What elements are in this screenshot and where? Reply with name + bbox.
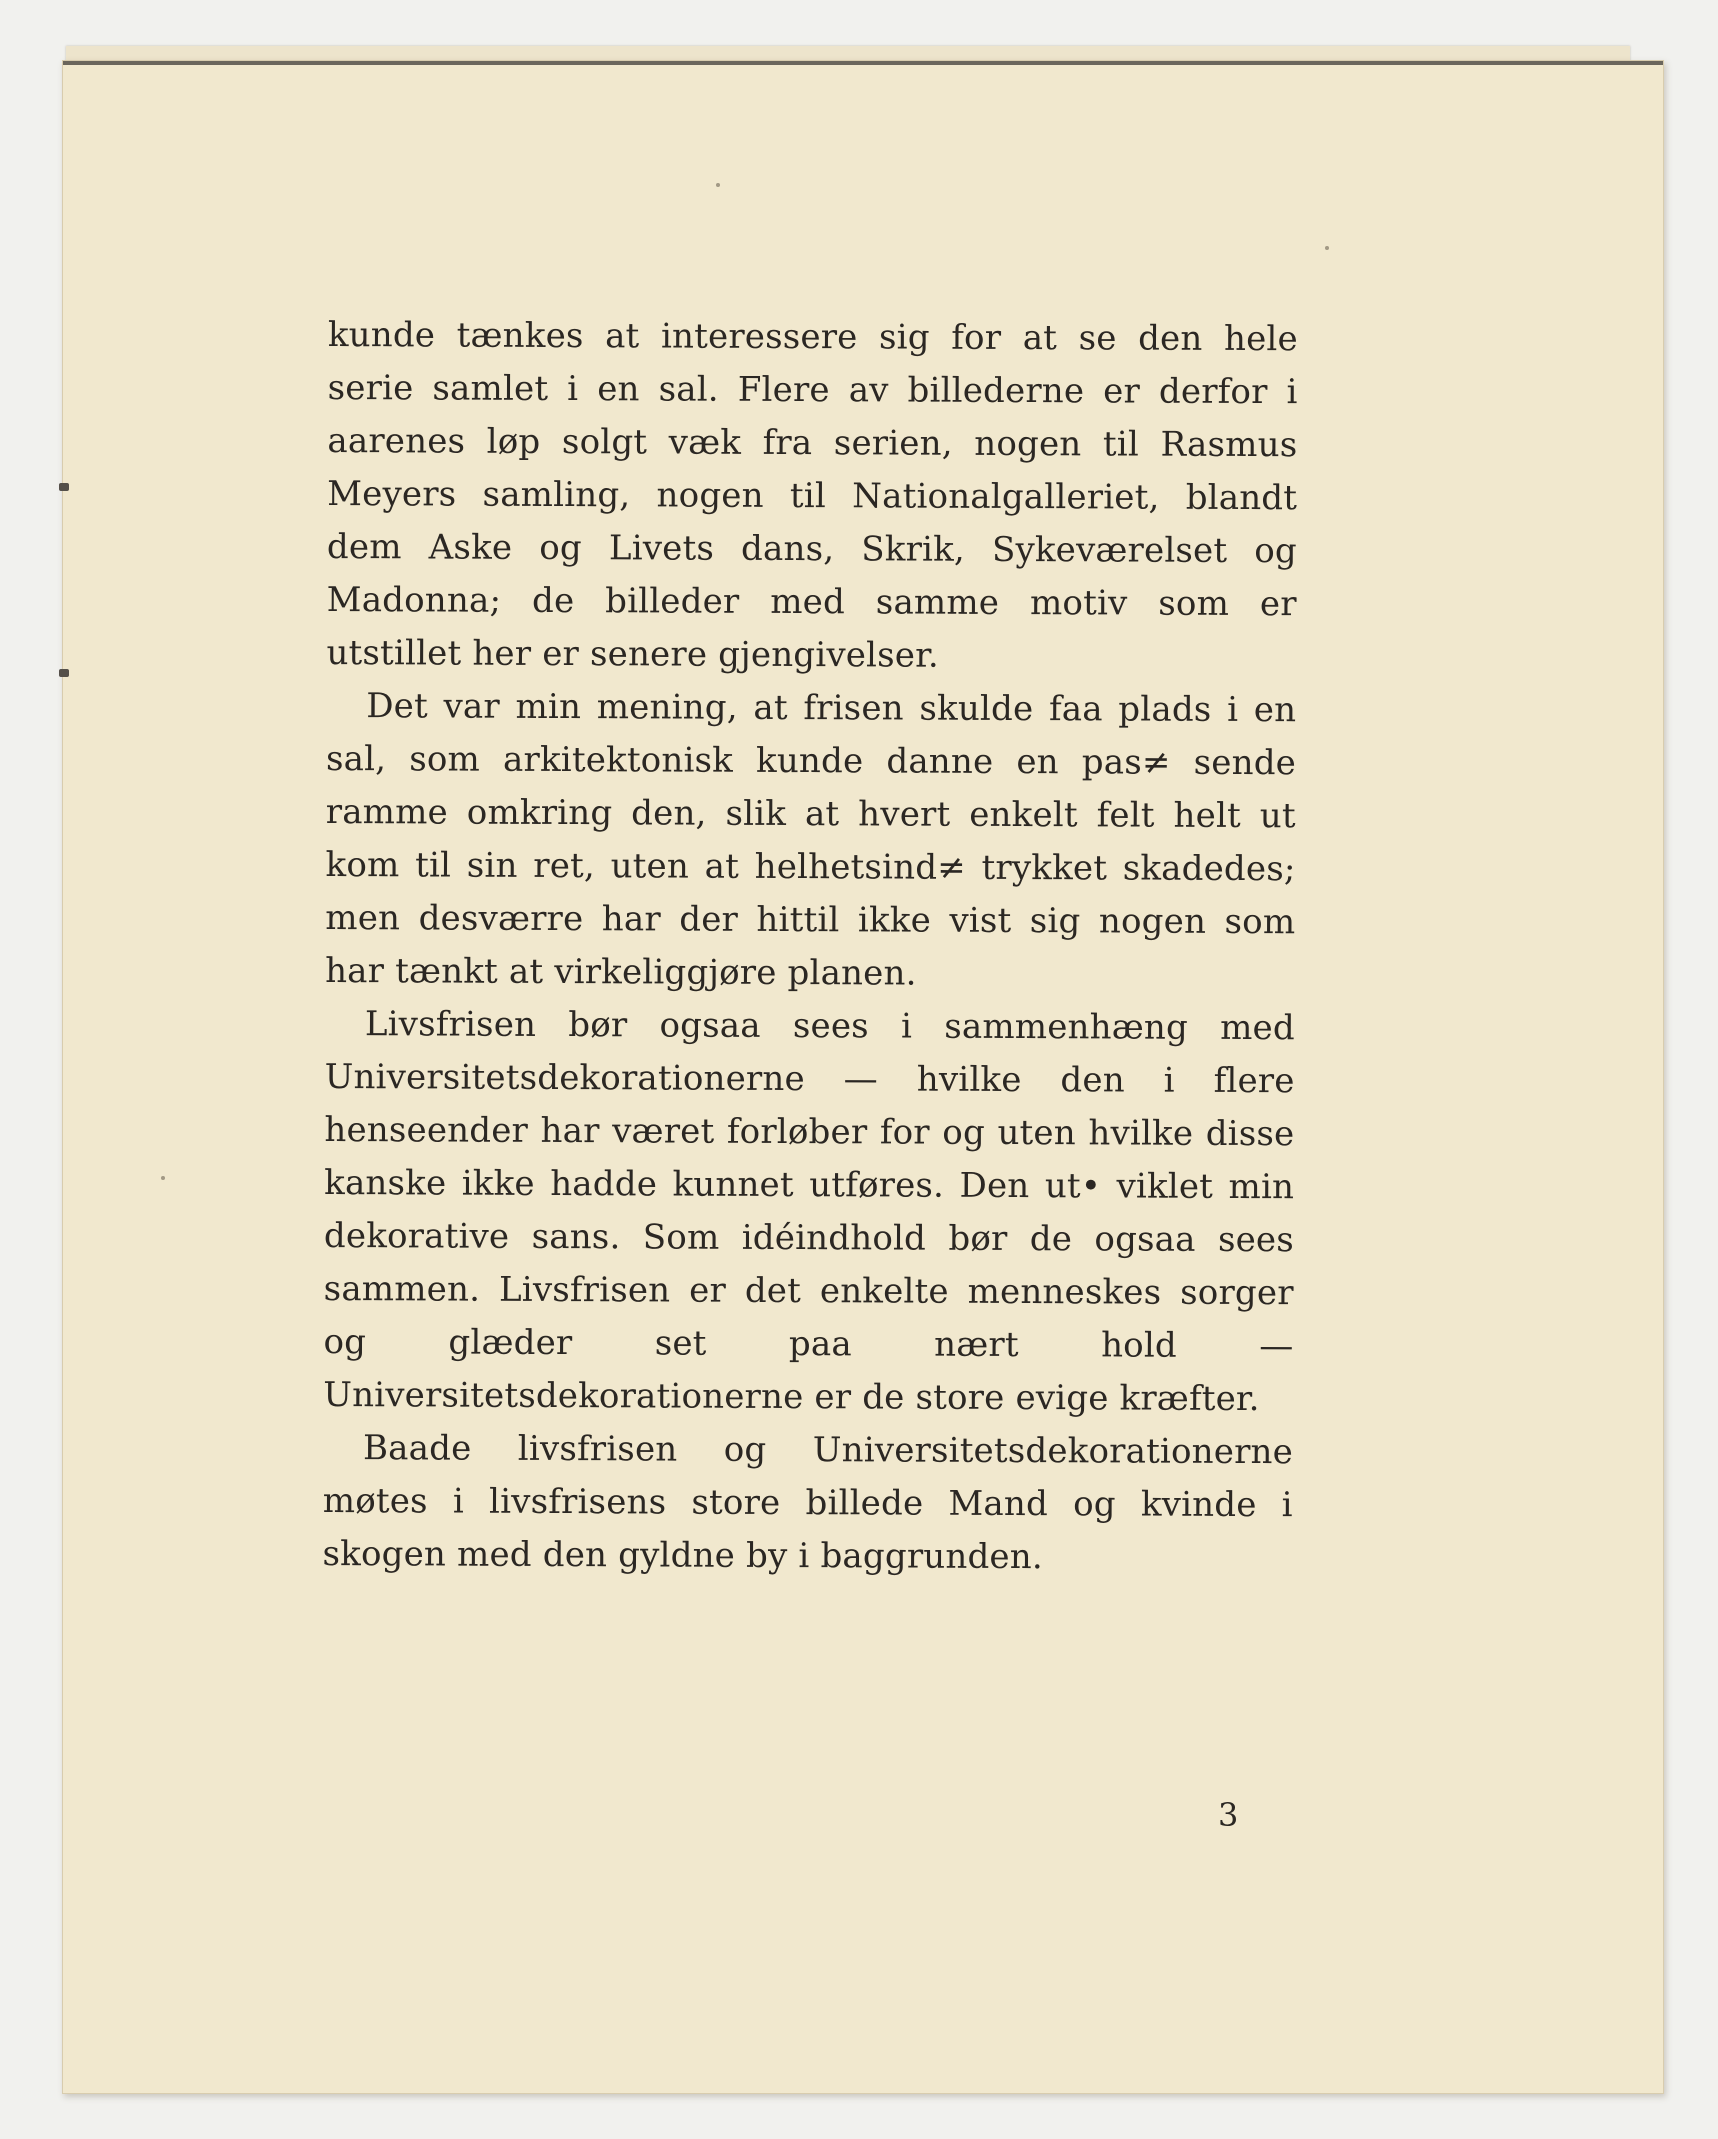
paragraph-3: Livsfrisen bør ogsaa sees i sammenhæng med Universitetsdekorationerne — hvilke den i flere henseender har været forløber for og uten hvilke disse kanske ikke hadde kunnet utføres. Den ut• viklet min dekorative sans. Som idéindhold bør de ogsaa sees sammen. Livsfrisen er det enkelte menneskes sorger og glæder set paa nært hold — Universitetsdekorationerne er de store evige kræfter.	[323, 1004, 1295, 1420]
paper-speck	[716, 183, 720, 187]
paragraph-1: kunde tænkes at interessere sig for at se den hele serie samlet i en sal. Flere av billederne er derfor i aarenes løp solgt væk fra serien, nogen til Rasmus Meyers samling, nogen til Nationalgalleriet, blandt dem Aske og Livets dans, Skrik, Sykeværelset og Madonna; de billeder med samme motiv som er utstillet her er senere gjengivelser.	[326, 314, 1298, 676]
body-text	[322, 309, 1298, 1585]
paragraph-2: Det var min mening, at frisen skulde faa plads i en sal, som arkitektonisk kunde danne en pas≠ sende ramme omkring den, slik at hvert enkelt felt helt ut kom til sin ret, uten at helhetsind≠ trykket skadedes; men desværre har der hittil ikke vist sig nogen som har tænkt at virkeliggjøre planen.	[325, 686, 1297, 994]
page-number: 3	[1218, 1796, 1239, 1834]
staple-mark	[59, 669, 69, 677]
page-top-edge	[63, 61, 1663, 65]
paper-speck	[161, 1176, 165, 1180]
paragraph-4: Baade livsfrisen og Universitetsdekorationerne møtes i livsfrisens store billede Mand og kvinde i skogen med den gyldne by i baggrunden.	[322, 1428, 1294, 1578]
staple-mark	[59, 483, 69, 491]
document-page	[62, 60, 1664, 2094]
paper-speck	[1325, 246, 1329, 250]
